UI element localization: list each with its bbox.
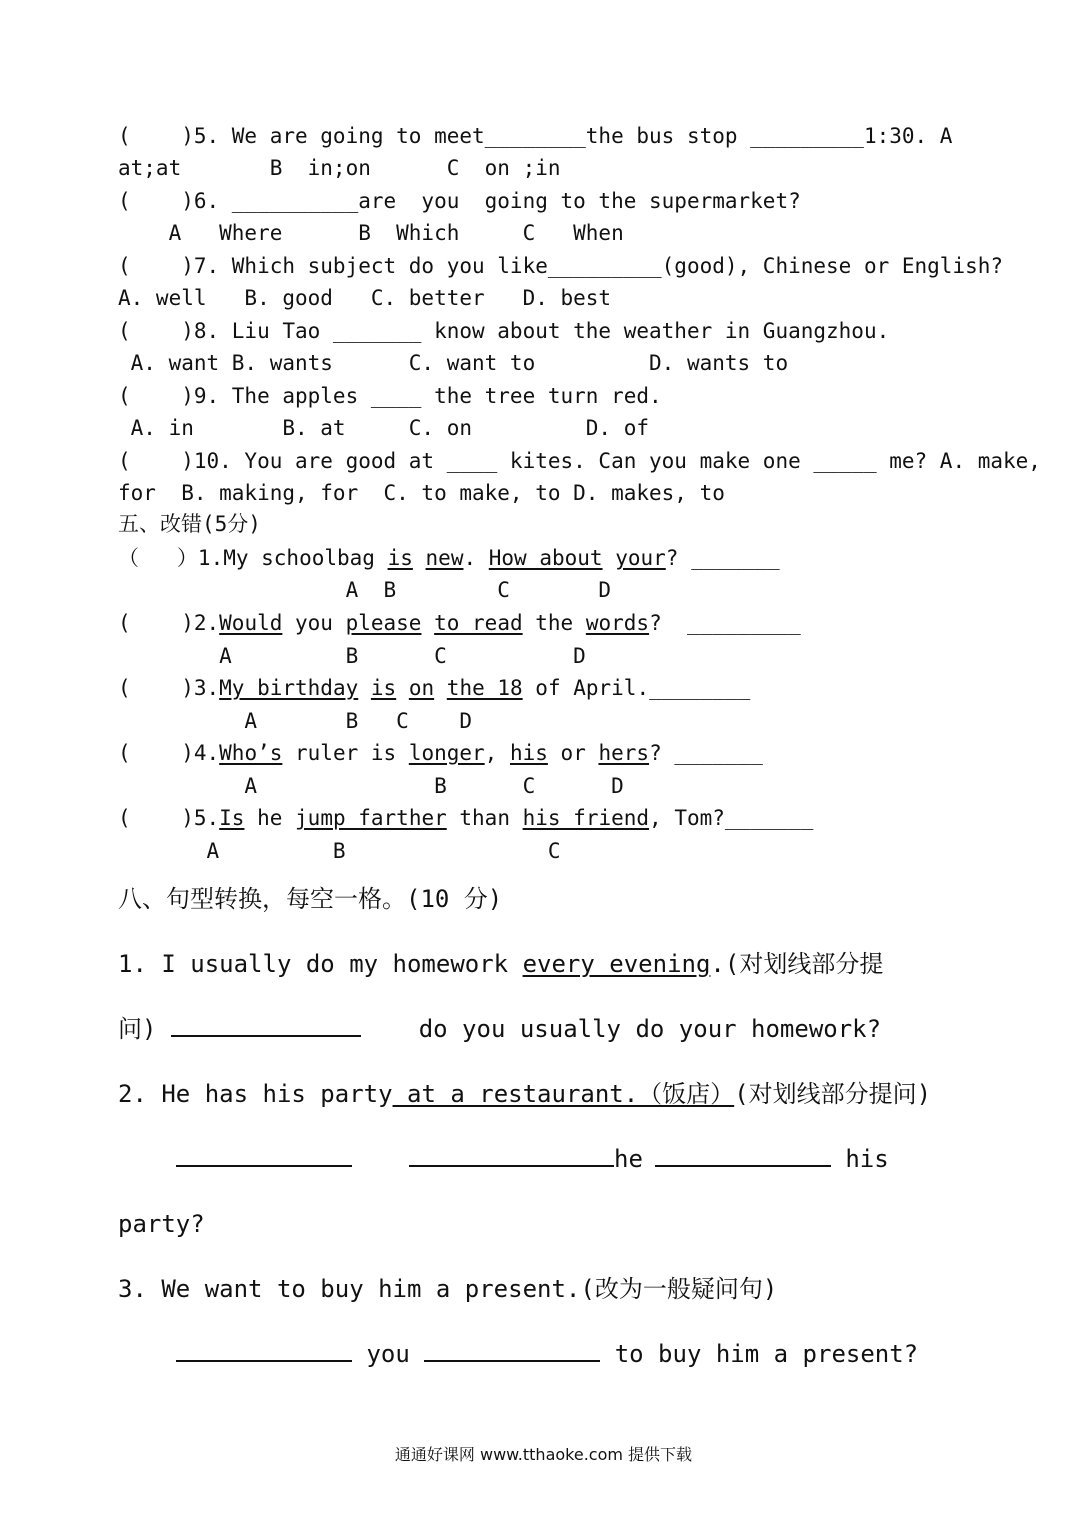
s3-text [358, 676, 371, 700]
transform-q3-line1: 3. We want to buy him a present.(改为一般疑问句) [118, 1275, 778, 1303]
transform-q1-line1 [118, 947, 998, 981]
q1-text: do you usually do your homework? [360, 1015, 882, 1043]
footer-source: 通通好课网 www.tthaoke.com 提供下载 [394, 1445, 693, 1464]
correction-s2 [118, 607, 978, 639]
correction-s3-letters: A B C D [118, 709, 473, 733]
s5-text: he [244, 806, 296, 830]
s5-text: than [446, 806, 523, 830]
answer-blank[interactable] [176, 1143, 352, 1167]
answer-blank[interactable] [409, 1143, 614, 1167]
mc-q8-line1: ( )8. Liu Tao _______ know about the weather in Guangzhou. [118, 319, 890, 343]
mc-q5-options: at;at B in;on C on ;in [118, 156, 561, 180]
s4-option-b: longer [408, 741, 485, 765]
transform-q3-line2 [176, 1337, 1056, 1371]
q2-text: 2. He has his party [118, 1080, 393, 1108]
s5-text: , Tom?_______ [649, 806, 814, 830]
mc-q10-line1: ( )10. You are good at ____ kites. Can you make one _____ me? A. make, [118, 449, 1041, 473]
mc-q9-line1: ( )9. The apples ____ the tree turn red. [118, 384, 662, 408]
s5-option-b: jump farther [295, 806, 447, 830]
s2-text [421, 611, 434, 635]
q2-text: his [830, 1145, 889, 1173]
s1-text: （ ）1.My schoolbag [118, 546, 388, 570]
s2-option-d: words [585, 611, 650, 635]
s2-option-b: please [345, 611, 422, 635]
s4-text: ( )4. [118, 741, 220, 765]
s2-text: ? _________ [649, 611, 801, 635]
answer-blank[interactable] [424, 1338, 600, 1362]
s4-option-d: hers [598, 741, 650, 765]
s4-option-c: his [509, 741, 548, 765]
transform-q1-line2 [118, 1012, 998, 1046]
s1-option-a: is [387, 546, 413, 570]
correction-s1-letters: A B C D [118, 578, 612, 602]
mc-q7-options: A. well B. good C. better D. best [118, 286, 612, 310]
s1-text: . [463, 546, 489, 570]
s3-option-c: on [408, 676, 435, 700]
s2-text: the [522, 611, 586, 635]
q2-text: he [614, 1145, 643, 1173]
s3-text [434, 676, 447, 700]
correction-s4-letters: A B C D [118, 774, 624, 798]
q1-text: .(对划线部分提 [710, 950, 884, 978]
s4-option-a: Who’s [219, 741, 283, 765]
q1-text: 问) [118, 1015, 171, 1043]
q3-text: to buy him a present? [600, 1340, 919, 1368]
s1-text [413, 546, 426, 570]
s1-option-b: new [425, 546, 464, 570]
s4-text: , [484, 741, 510, 765]
q2-text: (对划线部分提问) [734, 1080, 932, 1108]
correction-s2-letters: A B C D [118, 644, 586, 668]
mc-q7-line1: ( )7. Which subject do you like_________(good), Chinese or English? [118, 254, 1004, 278]
s1-text: ? _______ [665, 546, 780, 570]
s5-option-a: Is [219, 806, 245, 830]
mc-q9-options: A. in B. at C. on D. of [118, 416, 650, 440]
q2-underlined: at a restaurant.（饭店） [392, 1080, 735, 1108]
answer-blank[interactable] [176, 1338, 352, 1362]
mc-q8-options: A. want B. wants C. want to D. wants to [118, 351, 789, 375]
correction-s5 [118, 802, 978, 834]
correction-heading: 五、改错(5分) [118, 512, 261, 536]
q1-underlined: every evening [522, 950, 711, 978]
s2-text: ( )2. [118, 611, 220, 635]
s4-text: ruler is [282, 741, 409, 765]
correction-s3 [118, 672, 978, 704]
s1-text [603, 546, 616, 570]
answer-blank[interactable] [655, 1143, 831, 1167]
s1-option-d: your [615, 546, 666, 570]
correction-s5-letters: A B C [118, 839, 561, 863]
correction-s1 [118, 542, 978, 574]
q3-text: you [352, 1340, 425, 1368]
mc-q6-options: A Where B Which C When [118, 221, 624, 245]
s2-text: you [282, 611, 346, 635]
s3-text: ( )3. [118, 676, 220, 700]
s3-text: of April.________ [522, 676, 751, 700]
q1-text: 1. I usually do my homework [118, 950, 523, 978]
transform-heading: 八、句型转换，每空一格。(10 分) [118, 885, 503, 913]
s2-option-c: to read [434, 611, 523, 635]
s5-option-c: his friend [522, 806, 650, 830]
mc-q6-line1: ( )6. __________are you going to the supermarket? [118, 189, 801, 213]
s3-option-d: the 18 [446, 676, 523, 700]
transform-q2-line2 [176, 1142, 1056, 1176]
s2-option-a: Would [219, 611, 283, 635]
transform-q2-line3: party? [118, 1210, 205, 1238]
s3-option-a: My birthday [219, 676, 359, 700]
mc-q10-options: for B. making, for C. to make, to D. makes, to [118, 481, 725, 505]
correction-s4 [118, 737, 978, 769]
s3-option-b: is [370, 676, 397, 700]
mc-q5-line1: ( )5. We are going to meet________the bus stop _________1:30. A [118, 124, 953, 148]
s4-text: or [547, 741, 599, 765]
s4-text: ? _______ [649, 741, 763, 765]
s1-option-c: How about [488, 546, 603, 570]
s3-text [396, 676, 409, 700]
transform-q2-line1 [118, 1077, 998, 1111]
s5-text: ( )5. [118, 806, 220, 830]
answer-blank[interactable] [171, 1013, 361, 1037]
